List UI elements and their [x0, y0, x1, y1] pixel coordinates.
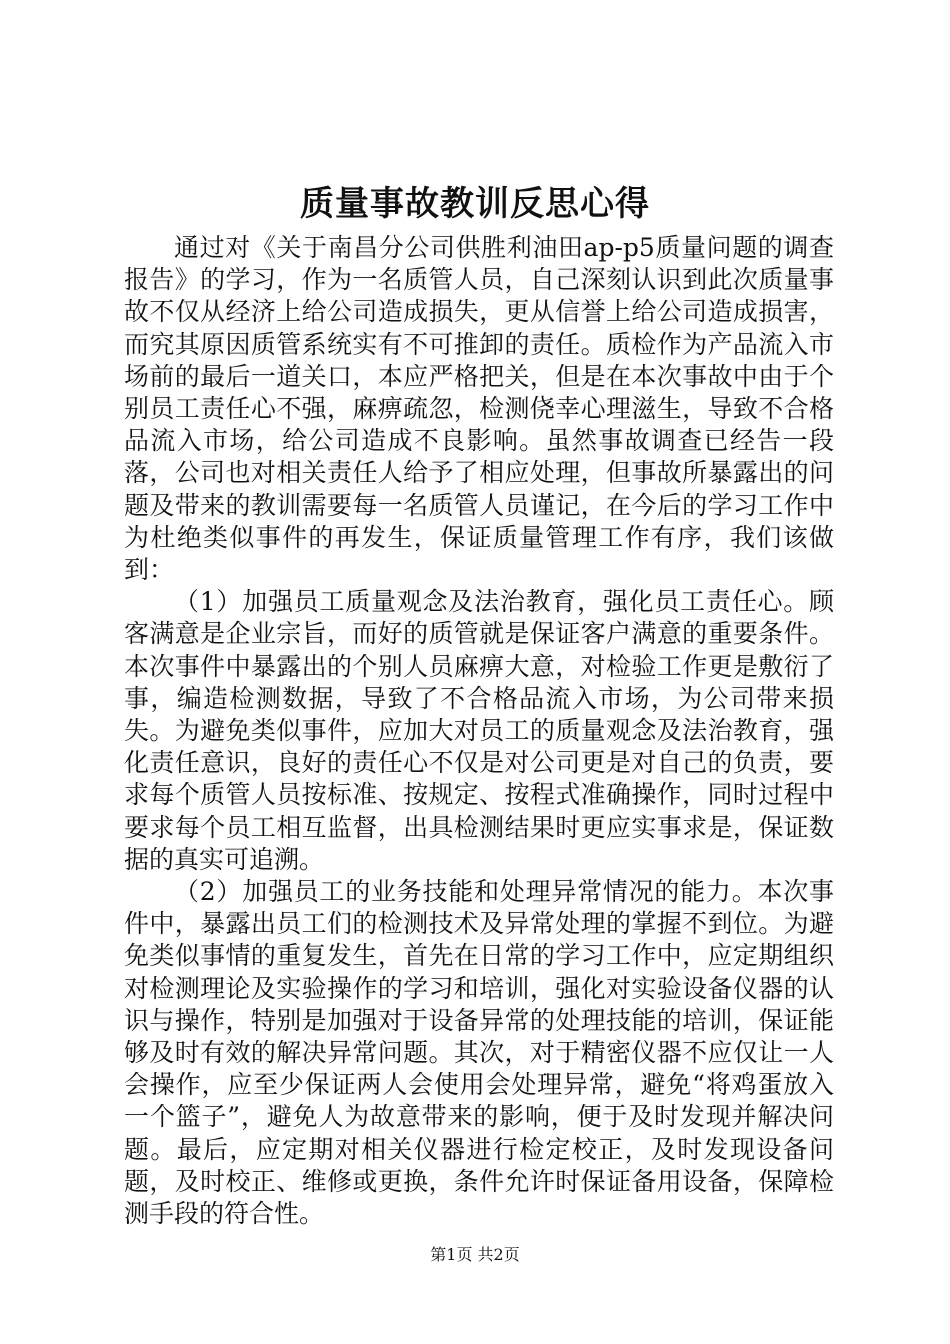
document-body	[124, 232, 834, 1230]
document-title: 质量事故教训反思心得	[300, 184, 650, 224]
body-paragraph-intro: 通过对《关于南昌分公司供胜利油田ap-p5质量问题的调查报告》的学习，作为一名质管人员，自己深刻认识到此次质量事故不仅从经济上给公司造成损失，更从信誉上给公司造成损害，而究其原因质管系统实有不可推卸的责任。质检作为产品流入市场前的最后一道关口，本应严格把关，但是在本次事故中由于个别员工责任心不强，麻痹疏忽，检测侥幸心理滋生，导致不合格品流入市场，给公司造成不良影响。虽然事故调查已经告一段落，公司也对相关责任人给予了相应处理，但事故所暴露出的问题及带来的教训需要每一名质管人员谨记，在今后的学习工作中为杜绝类似事件的再发生，保证质量管理工作有序，我们该做到：	[124, 233, 834, 585]
body-paragraph-point-1: （1）加强员工质量观念及法治教育，强化员工责任心。顾客满意是企业宗旨，而好的质管就是保证客户满意的重要条件。本次事件中暴露出的个别人员麻痹大意，对检验工作更是敷衍了事，编造检测数据，导致了不合格品流入市场，为公司带来损失。为避免类似事件，应加大对员工的质量观念及法治教育，强化责任意识，良好的责任心不仅是对公司更是对自己的负责，要求每个质管人员按标准、按规定、按程式准确操作，同时过程中要求每个员工相互监督，出具检测结果时更应实事求是，保证数据的真实可追溯。	[124, 587, 834, 874]
body-paragraph-point-2: （2）加强员工的业务技能和处理异常情况的能力。本次事件中，暴露出员工们的检测技术及异常处理的掌握不到位。为避免类似事情的重复发生，首先在日常的学习工作中，应定期组织对检测理论及实验操作的学习和培训，强化对实验设备仪器的认识与操作，特别是加强对于设备异常的处理技能的培训，保证能够及时有效的解决异常问题。其次，对于精密仪器不应仅让一人会操作，应至少保证两人会使用会处理异常，避免“将鸡蛋放入一个篮子”，避免人为故意带来的影响，便于及时发现并解决问题。最后，应定期对相关仪器进行检定校正，及时发现设备问题，及时校正、维修或更换，条件允许时保证备用设备，保障检测手段的符合性。	[124, 877, 834, 1229]
page-number-footer: 第1页 共2页	[430, 1245, 520, 1264]
